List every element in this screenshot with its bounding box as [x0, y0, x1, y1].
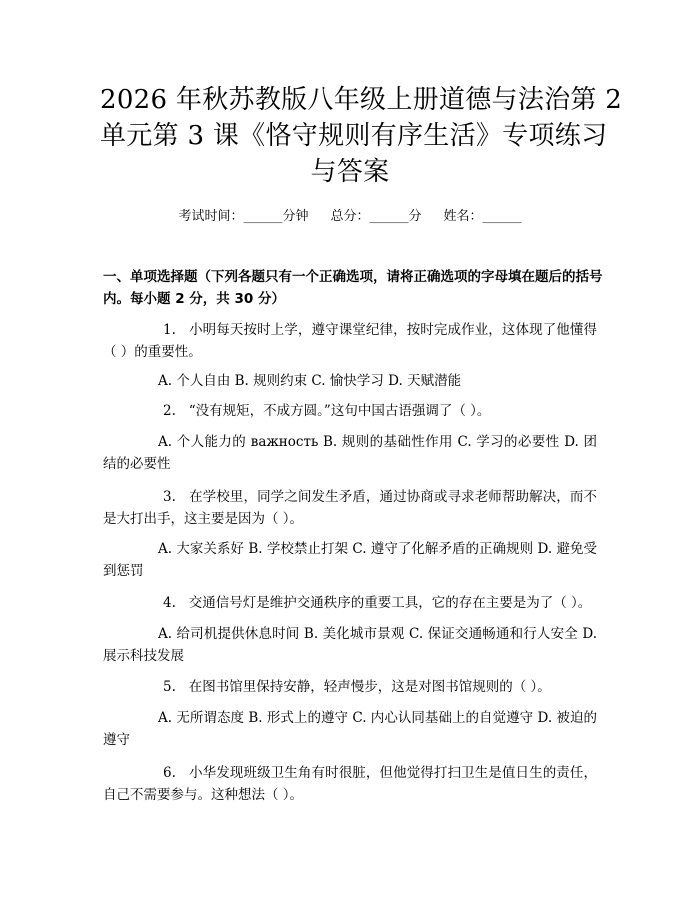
question-1-options: A. 个人自由 B. 规则约束 C. 愉快学习 D. 天赋潜能	[158, 373, 462, 389]
document-title	[100, 82, 623, 190]
question-number: 1.	[163, 322, 176, 338]
exam-time: 考试时间：______分钟	[178, 209, 309, 224]
exam-info	[0, 208, 700, 226]
question-number: 4.	[163, 595, 176, 611]
question-number: 3.	[163, 489, 176, 505]
exam-name: 姓名：______	[443, 209, 522, 224]
question-6	[103, 762, 597, 806]
question-4-options: A. 给司机提供休息时间 B. 美化城市景观 C. 保证交通畅通和行人安全 D. 展示科技发展	[103, 626, 597, 664]
question-1	[103, 319, 597, 363]
question-5	[103, 676, 597, 698]
title-line-1: 2026 年秋苏教版八年级上册道德与法治第 2	[100, 85, 623, 115]
exam-score: 总分：______分	[330, 209, 422, 224]
question-3-options: A. 大家关系好 B. 学校禁止打架 C. 遵守了化解矛盾的正确规则 D. 避免受到惩罚	[103, 541, 597, 579]
question-number: 2.	[163, 403, 176, 419]
question-stem: 交通信号灯是维护交通秩序的重要工具，它的存在主要是为了（ ）。	[188, 595, 592, 611]
question-number: 5.	[163, 679, 176, 695]
question-2	[103, 400, 597, 422]
question-stem: 小华发现班级卫生角有时很脏，但他觉得打扫卫生是值日生的责任，自己不需要参与。这种想法（ ）。	[103, 765, 598, 803]
question-number: 6.	[163, 765, 176, 781]
question-stem: “没有规矩，不成方圆。”这句中国古语强调了（ ）。	[188, 403, 491, 419]
question-stem: 小明每天按时上学，遵守课堂纪律，按时完成作业，这体现了他懂得（ ）的重要性。	[103, 322, 598, 360]
section-heading: 一、单项选择题（下列各题只有一个正确选项，请将正确选项的字母填在题后的括号内。每小题 2 分，共 30 分）	[103, 269, 603, 307]
title-line-3: 与答案	[310, 157, 390, 187]
question-stem: 在图书馆里保持安静，轻声慢步，这是对图书馆规则的（ ）。	[188, 679, 551, 695]
question-2-options: A. 个人能力的 важность B. 规则的基础性作用 C. 学习的必要性 D. 团结的必要性	[103, 434, 597, 472]
question-4	[103, 592, 597, 614]
title-line-2: 单元第 3 课《恪守规则有序生活》专项练习	[100, 121, 608, 151]
question-stem: 在学校里，同学之间发生矛盾，通过协商或寻求老师帮助解决，而不是大打出手，这主要是因为（ ）。	[103, 489, 598, 527]
question-5-options: A. 无所谓态度 B. 形式上的遵守 C. 内心认同基础上的自觉遵守 D. 被迫的遵守	[103, 710, 597, 748]
question-3	[103, 486, 597, 530]
